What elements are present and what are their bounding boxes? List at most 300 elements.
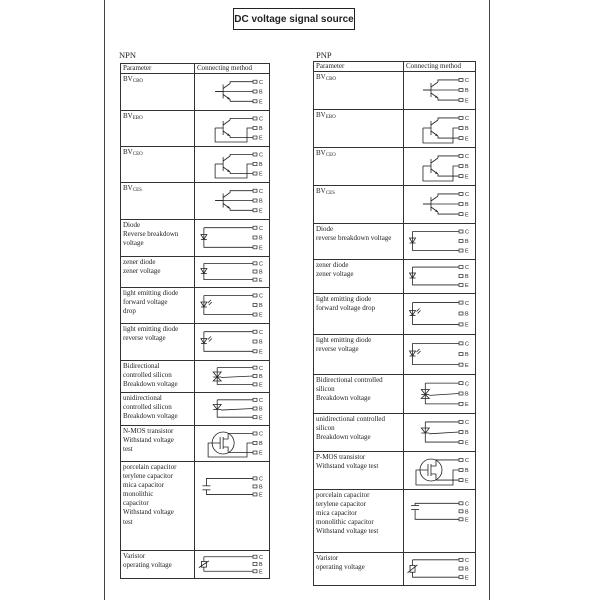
terminal-label-e: E <box>465 478 469 485</box>
terminal-b <box>459 127 463 130</box>
parameter-text: controlled silicon <box>123 403 172 412</box>
parameter-text: zener voltage <box>123 267 161 276</box>
led-rays <box>208 300 212 305</box>
terminal-label-c: C <box>465 229 469 236</box>
parameter-text: operating voltage <box>123 561 172 570</box>
wire <box>423 166 459 181</box>
npn-table <box>120 63 270 579</box>
terminal-b <box>253 485 257 488</box>
wire <box>230 82 253 84</box>
terminal-label-c: C <box>465 300 469 307</box>
parameter-cell <box>121 74 195 111</box>
circuit-diagram-transistor-ces <box>404 186 475 222</box>
transistor-collector <box>223 120 230 125</box>
table-row <box>314 294 476 335</box>
parameter-cell <box>314 294 404 335</box>
table-row <box>121 324 270 361</box>
terminal-e <box>253 493 257 496</box>
connecting-method-cell <box>195 147 270 183</box>
wire <box>215 128 253 142</box>
terminal-label-c: C <box>259 116 263 123</box>
terminal-label-c: C <box>465 154 469 161</box>
terminal-label-c: C <box>259 431 263 438</box>
wire <box>221 409 253 411</box>
circuit-diagram-transistor-ebo <box>404 110 475 146</box>
terminal-b <box>459 510 463 513</box>
parameter-text: mica capacitor <box>123 481 165 490</box>
table-row <box>121 183 270 220</box>
parameter-cell <box>314 260 404 294</box>
parameter-subscript: CBO <box>132 79 144 84</box>
transistor-collector <box>431 120 438 125</box>
terminal-label-b: B <box>465 88 469 95</box>
parameter-text: Breakdown voltage <box>123 412 178 421</box>
wire <box>429 394 459 396</box>
terminal-c <box>459 154 463 157</box>
terminal-e <box>459 249 463 252</box>
wire <box>206 478 253 485</box>
terminal-b <box>459 353 463 356</box>
transistor-collector <box>431 82 438 87</box>
terminal-label-e: E <box>465 517 469 524</box>
terminal-label-b: B <box>465 274 469 281</box>
terminal-e <box>459 479 463 482</box>
terminal-c <box>253 262 257 265</box>
circuit-diagram-transistor-ebo <box>195 111 269 145</box>
terminal-c <box>253 226 257 229</box>
table-row <box>121 74 270 111</box>
wire <box>204 557 253 572</box>
wire <box>438 80 459 82</box>
table-row <box>314 72 476 110</box>
connecting-method-cell <box>195 324 270 361</box>
parameter-text: test <box>123 445 133 454</box>
parameter-cell <box>121 462 195 551</box>
parameter-text: light emitting diode <box>123 325 179 333</box>
parameter-text: Breakdown voltage <box>316 433 371 442</box>
table-row <box>121 551 270 579</box>
table-row <box>121 257 270 288</box>
terminal-label-e: E <box>465 362 469 369</box>
terminal-c <box>253 189 257 192</box>
parameter-text: controlled silicon <box>123 371 172 380</box>
terminal-label-c: C <box>259 293 263 300</box>
terminal-label-b: B <box>259 126 263 133</box>
circuit-diagram-varistor <box>404 553 475 584</box>
parameter-text: terylene capacitor <box>123 472 173 481</box>
terminal-e <box>253 383 257 386</box>
terminal-b <box>253 375 257 378</box>
pnp-header-row <box>314 62 476 72</box>
parameter-cell <box>121 220 195 257</box>
connecting-method-cell <box>195 462 270 551</box>
parameter-text: Diode <box>123 221 141 229</box>
parameter-subscript: CEO <box>132 152 143 157</box>
parameter-cell <box>121 183 195 220</box>
wire <box>429 432 459 434</box>
connecting-method-cell <box>404 224 476 260</box>
terminal-c <box>459 116 463 119</box>
connecting-method-cell <box>404 414 476 452</box>
terminal-label-b: B <box>259 269 263 276</box>
led-rays <box>208 337 212 342</box>
connecting-method-cell <box>404 294 476 335</box>
parameter-text: forward voltage <box>123 298 168 307</box>
terminal-b <box>253 407 257 410</box>
table-row <box>314 452 476 490</box>
led-rays <box>417 349 421 354</box>
wire <box>215 164 253 178</box>
terminal-label-e: E <box>465 283 469 290</box>
terminal-label-c: C <box>259 225 263 232</box>
terminal-label-c: C <box>259 476 263 483</box>
parameter-cell <box>121 426 195 462</box>
terminal-label-b: B <box>259 198 263 205</box>
terminal-e <box>459 137 463 140</box>
circuit-diagram-pmos <box>404 452 475 488</box>
terminal-c <box>459 342 463 345</box>
terminal-label-c: C <box>259 329 263 336</box>
parameter-text: light emitting diode <box>123 289 179 297</box>
terminal-b <box>459 203 463 206</box>
parameter-text: capacitor <box>123 499 149 508</box>
parameter-text: silicon <box>316 385 335 394</box>
terminal-b <box>253 563 257 566</box>
terminal-b <box>459 240 463 243</box>
parameter-text: reverse voltage <box>316 345 359 354</box>
connecting-method-cell <box>195 74 270 111</box>
wire <box>413 267 459 285</box>
parameter-cell <box>314 186 404 224</box>
transistor-collector <box>431 196 438 201</box>
circuit-diagram-zener-diode <box>404 260 475 292</box>
terminal-c <box>459 382 463 385</box>
terminal-b <box>459 567 463 570</box>
table-row <box>121 288 270 324</box>
terminal-label-e: E <box>465 322 469 329</box>
terminal-label-e: E <box>259 99 263 106</box>
parameter-text: Bidirectional controlled <box>316 376 383 384</box>
terminal-b <box>253 90 257 93</box>
terminal-label-c: C <box>259 79 263 86</box>
terminal-label-e: E <box>259 569 263 576</box>
parameter-text: BV <box>123 112 133 120</box>
connecting-method-cell <box>195 551 270 579</box>
wire <box>230 118 253 120</box>
terminal-label-c: C <box>465 420 469 427</box>
terminal-c <box>253 294 257 297</box>
wire <box>204 263 253 279</box>
wire <box>438 174 459 176</box>
connecting-method-cell <box>404 148 476 186</box>
circuit-diagram-triac <box>404 375 475 412</box>
led-rays <box>417 309 421 314</box>
terminal-label-b: B <box>465 391 469 398</box>
circuit-diagram-led-reverse <box>404 335 475 373</box>
circuit-diagram-zener-diode <box>195 257 269 286</box>
wire <box>206 490 253 495</box>
parameter-text: Bidirectional <box>123 362 160 370</box>
wire <box>423 128 459 143</box>
terminal-label-b: B <box>465 239 469 246</box>
terminal-e <box>253 350 257 353</box>
parameter-text: forward voltage drop <box>316 304 376 313</box>
terminal-label-c: C <box>465 265 469 272</box>
table-row <box>314 335 476 375</box>
terminal-c <box>459 230 463 233</box>
terminal-label-b: B <box>259 235 263 242</box>
terminal-label-e: E <box>259 382 263 389</box>
terminal-label-c: C <box>259 152 263 159</box>
parameter-text: operating voltage <box>316 563 365 572</box>
parameter-text: zener diode <box>316 261 349 269</box>
parameter-text: BV <box>316 187 326 195</box>
parameter-text: unidirectional <box>123 394 162 402</box>
terminal-label-e: E <box>465 575 469 582</box>
parameter-cell <box>314 72 404 110</box>
circuit-diagram-transistor-ceo <box>195 147 269 181</box>
npn-section-label: NPN <box>119 50 137 60</box>
parameter-text: Withstand voltage <box>123 508 174 517</box>
circuit-diagram-capacitor <box>404 490 475 551</box>
parameter-cell <box>121 551 195 579</box>
connecting-method-cell <box>404 553 476 586</box>
table-row <box>121 462 270 551</box>
table-row <box>314 490 476 553</box>
parameter-cell <box>314 375 404 414</box>
wire <box>431 460 459 466</box>
terminal-label-e: E <box>465 248 469 255</box>
parameter-text: Withstand voltage test <box>316 527 379 536</box>
terminal-label-c: C <box>259 188 263 195</box>
wire <box>204 332 253 352</box>
wire <box>204 228 253 248</box>
terminal-label-e: E <box>259 415 263 422</box>
terminal-b <box>253 304 257 307</box>
terminal-c <box>253 330 257 333</box>
pnp-header-parameter: Parameter <box>314 62 404 72</box>
parameter-text: BV <box>316 111 326 119</box>
terminal-label-b: B <box>259 562 263 569</box>
parameter-text: monolithic capacitor <box>316 518 374 527</box>
transistor-collector <box>223 84 230 89</box>
wire <box>230 136 253 138</box>
parameter-text: Breakdown voltage <box>316 394 371 403</box>
terminal-c <box>253 555 257 558</box>
parameter-text: silicon <box>316 424 335 433</box>
terminal-e <box>459 402 463 405</box>
parameter-cell <box>314 452 404 490</box>
terminal-b <box>459 275 463 278</box>
terminal-b <box>459 89 463 92</box>
terminal-label-e: E <box>259 135 263 142</box>
parameter-subscript: EBO <box>325 115 336 120</box>
parameter-cell <box>314 414 404 452</box>
parameter-text: terylene capacitor <box>316 500 366 509</box>
terminal-label-b: B <box>259 441 263 448</box>
table-row <box>314 414 476 452</box>
npn-header-row <box>121 64 270 74</box>
terminal-label-c: C <box>465 501 469 508</box>
terminal-e <box>459 363 463 366</box>
pnp-section-label: PNP <box>316 50 332 60</box>
terminal-label-e: E <box>259 208 263 215</box>
terminal-c <box>253 117 257 120</box>
terminal-label-b: B <box>259 374 263 381</box>
terminal-c <box>253 432 257 435</box>
terminal-c <box>253 153 257 156</box>
wire <box>223 447 253 453</box>
parameter-text: N-MOS transistor <box>123 427 174 435</box>
parameter-text: voltage <box>123 239 144 248</box>
terminal-label-e: E <box>465 174 469 181</box>
parameter-cell <box>314 110 404 148</box>
terminal-label-e: E <box>259 312 263 319</box>
wire <box>413 343 459 364</box>
parameter-text: BV <box>123 184 133 192</box>
table-row <box>314 224 476 260</box>
parameter-text: BV <box>316 149 326 157</box>
circuit-diagram-led-forward <box>195 288 269 322</box>
terminal-b <box>459 392 463 395</box>
parameter-text: P-MOS transistor <box>316 453 366 461</box>
terminal-label-c: C <box>465 558 469 565</box>
table-row <box>314 260 476 294</box>
terminal-c <box>459 502 463 505</box>
circuit-diagram-scr <box>195 393 269 424</box>
terminal-e <box>459 576 463 579</box>
terminal-label-c: C <box>465 78 469 85</box>
terminal-e <box>459 283 463 286</box>
terminal-label-c: C <box>259 261 263 268</box>
connecting-method-cell <box>404 260 476 294</box>
terminal-e <box>459 213 463 216</box>
terminal-b <box>253 270 257 273</box>
terminal-label-b: B <box>465 352 469 359</box>
transistor-collector <box>223 193 230 198</box>
parameter-text: BV <box>316 73 326 81</box>
terminal-label-e: E <box>465 440 469 447</box>
terminal-e <box>459 518 463 521</box>
table-row <box>314 186 476 224</box>
parameter-cell <box>121 288 195 324</box>
parameter-cell <box>314 490 404 553</box>
parameter-subscript: EBO <box>132 116 143 121</box>
terminal-c <box>253 80 257 83</box>
parameter-text: Reverse breakdown <box>123 230 179 239</box>
npn-header-parameter: Parameter <box>121 64 195 74</box>
wire <box>221 376 253 378</box>
table-row <box>314 553 476 586</box>
pnp-header-method: Connecting method <box>404 62 476 72</box>
parameter-text: BV <box>123 148 133 156</box>
parameter-cell <box>121 361 195 393</box>
terminal-label-c: C <box>465 192 469 199</box>
terminal-c <box>459 420 463 423</box>
wire <box>230 154 253 156</box>
parameter-cell <box>121 393 195 426</box>
parameter-text: test <box>123 517 133 526</box>
terminal-c <box>253 366 257 369</box>
wire <box>230 191 253 193</box>
terminal-b <box>253 199 257 202</box>
table-row <box>121 111 270 147</box>
circuit-diagram-diode <box>195 220 269 255</box>
table-row <box>314 375 476 414</box>
terminal-label-b: B <box>465 202 469 209</box>
circuit-diagram-transistor-ceo <box>404 148 475 184</box>
transistor-collector <box>431 158 438 163</box>
terminal-b <box>253 127 257 130</box>
wire <box>413 303 459 325</box>
circuit-diagram-diode <box>404 224 475 258</box>
parameter-cell <box>314 224 404 260</box>
terminal-c <box>459 301 463 304</box>
parameter-subscript: CBO <box>325 77 337 82</box>
transistor-collector <box>223 156 230 161</box>
terminal-label-e: E <box>259 245 263 252</box>
connecting-method-cell <box>404 452 476 490</box>
parameter-cell <box>314 553 404 586</box>
terminal-label-e: E <box>259 171 263 178</box>
terminal-label-b: B <box>465 126 469 133</box>
connecting-method-cell <box>195 220 270 257</box>
terminal-label-b: B <box>465 164 469 171</box>
parameter-text: Withstand voltage <box>123 436 174 445</box>
terminal-label-c: C <box>259 554 263 561</box>
wire <box>230 209 253 211</box>
terminal-label-b: B <box>259 406 263 413</box>
terminal-c <box>459 78 463 81</box>
terminal-label-b: B <box>465 311 469 318</box>
wire <box>438 136 459 138</box>
wire <box>438 118 459 120</box>
parameter-cell <box>121 324 195 361</box>
parameter-subscript: CEO <box>325 153 336 158</box>
terminal-c <box>459 192 463 195</box>
pnp-table <box>313 61 476 586</box>
terminal-label-c: C <box>465 341 469 348</box>
parameter-text: Varistor <box>316 554 339 562</box>
circuit-diagram-led-forward <box>404 294 475 333</box>
parameter-subscript: CES <box>132 188 142 193</box>
terminal-label-e: E <box>259 349 263 356</box>
terminal-label-c: C <box>465 458 469 465</box>
parameter-text: zener voltage <box>316 270 354 279</box>
parameter-subscript: CES <box>325 191 335 196</box>
terminal-b <box>253 163 257 166</box>
table-row <box>121 426 270 462</box>
terminal-e <box>253 100 257 103</box>
wire <box>413 231 459 250</box>
wire <box>415 503 459 505</box>
terminal-e <box>253 278 257 281</box>
terminal-e <box>253 172 257 175</box>
terminal-e <box>253 313 257 316</box>
parameter-text: unidirectional controlled <box>316 415 386 423</box>
wire <box>431 474 459 480</box>
parameter-text: BV <box>123 75 133 83</box>
wire <box>230 100 253 102</box>
parameter-text: reverse breakdown voltage <box>316 234 392 243</box>
parameter-text: light emitting diode <box>316 336 372 344</box>
terminal-label-e: E <box>465 98 469 105</box>
terminal-e <box>253 451 257 454</box>
table-row <box>121 147 270 183</box>
parameter-text: light emitting diode <box>316 295 372 303</box>
terminal-b <box>253 340 257 343</box>
parameter-text: porcelain capacitor <box>123 463 177 471</box>
